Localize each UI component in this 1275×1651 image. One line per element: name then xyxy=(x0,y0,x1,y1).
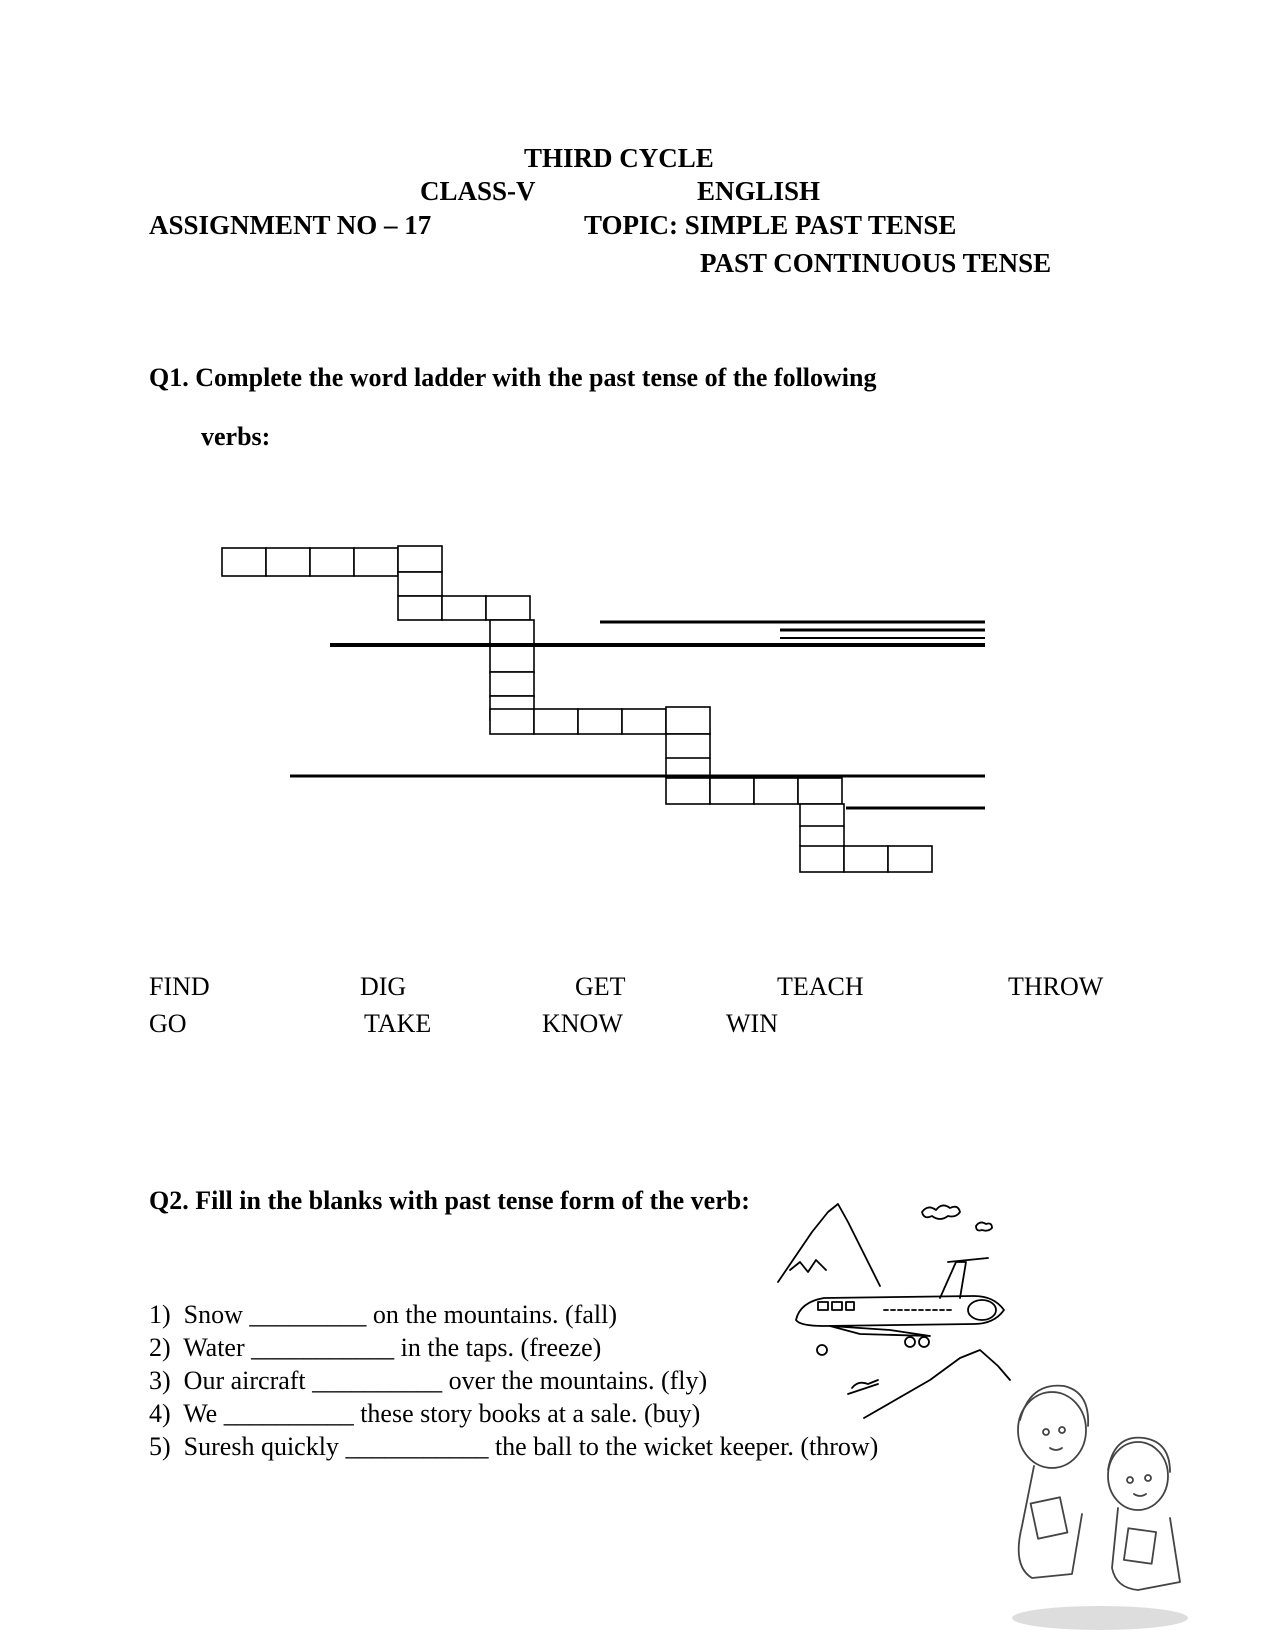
header-assignment: ASSIGNMENT NO – 17 xyxy=(149,210,432,240)
ladder-cell xyxy=(222,548,266,576)
item-text-after: the ball to the wicket keeper. (throw) xyxy=(494,1432,879,1461)
ladder-cell xyxy=(666,707,710,734)
answer-blank[interactable]: ___________ xyxy=(345,1432,489,1461)
q2-question: Q2. Fill in the blanks with past tense form of the verb: xyxy=(149,1186,750,1215)
verb-know: KNOW xyxy=(542,1009,623,1038)
header-topic: TOPIC: SIMPLE PAST TENSE xyxy=(584,210,957,240)
ladder-cell xyxy=(266,548,310,576)
ladder-cell xyxy=(888,846,932,872)
item-number: 4) xyxy=(149,1399,171,1428)
verb-get: GET xyxy=(575,972,626,1001)
item-number: 2) xyxy=(149,1333,171,1362)
q2-item-3 xyxy=(149,1366,707,1396)
ladder-cell xyxy=(754,778,798,804)
answer-blank[interactable]: ___________ xyxy=(251,1333,395,1362)
ladder-cell xyxy=(486,596,530,620)
ladder-cell xyxy=(666,778,710,804)
verb-dig: DIG xyxy=(360,972,407,1001)
ladder-cell xyxy=(844,846,888,872)
q1-question: Q1. Complete the word ladder with the past tense of the following xyxy=(149,363,877,392)
verb-go: GO xyxy=(149,1009,187,1038)
ladder-cell xyxy=(622,709,666,734)
ladder-cell xyxy=(666,734,710,758)
ladder-cell xyxy=(710,778,754,804)
ladder-cell xyxy=(490,672,534,696)
answer-blank[interactable]: _________ xyxy=(249,1300,367,1329)
item-text-after: in the taps. (freeze) xyxy=(400,1333,602,1362)
item-number: 3) xyxy=(149,1366,171,1395)
ladder-cell xyxy=(398,572,442,596)
item-text-after: over the mountains. (fly) xyxy=(448,1366,708,1395)
item-text-after: these story books at a sale. (buy) xyxy=(360,1399,701,1428)
ladder-cell xyxy=(310,548,354,576)
item-number: 1) xyxy=(149,1300,171,1329)
header-class: CLASS-V xyxy=(420,176,536,206)
verb-take: TAKE xyxy=(364,1009,432,1038)
item-text-before: Snow xyxy=(183,1300,243,1329)
item-text-before: We xyxy=(183,1399,218,1428)
q2-item-4 xyxy=(149,1399,700,1429)
verb-win: WIN xyxy=(726,1009,778,1038)
ladder-cell xyxy=(800,804,844,826)
item-text-before: Suresh quickly xyxy=(183,1432,339,1461)
q2-item-5 xyxy=(149,1432,878,1462)
verb-find: FIND xyxy=(149,972,210,1001)
item-text-after: on the mountains. (fall) xyxy=(372,1300,617,1329)
ladder-cell xyxy=(490,709,534,734)
ladder-cell xyxy=(578,709,622,734)
item-text-before: Our aircraft xyxy=(183,1366,306,1395)
ladder-cell xyxy=(442,596,486,620)
header-subject: ENGLISH xyxy=(697,176,821,206)
answer-blank[interactable]: __________ xyxy=(223,1399,354,1428)
header-cycle: THIRD CYCLE xyxy=(524,143,714,173)
verb-throw: THROW xyxy=(1008,972,1104,1001)
item-text-before: Water xyxy=(183,1333,245,1362)
item-number: 5) xyxy=(149,1432,171,1461)
ladder-cell xyxy=(534,709,578,734)
ladder-cell xyxy=(490,620,534,646)
answer-blank[interactable]: __________ xyxy=(312,1366,443,1395)
header-topic-line2: PAST CONTINUOUS TENSE xyxy=(700,248,1052,278)
ladder-cell xyxy=(798,778,842,804)
q2-item-1 xyxy=(149,1300,617,1330)
q2-item-2 xyxy=(149,1333,601,1363)
q1-question-cont: verbs: xyxy=(201,422,271,451)
ladder-cell xyxy=(800,846,844,872)
ladder-cell xyxy=(490,646,534,672)
ladder-cell xyxy=(354,548,398,576)
ladder-cell xyxy=(398,546,442,572)
ladder-cell xyxy=(398,596,442,620)
verb-teach: TEACH xyxy=(777,972,864,1001)
